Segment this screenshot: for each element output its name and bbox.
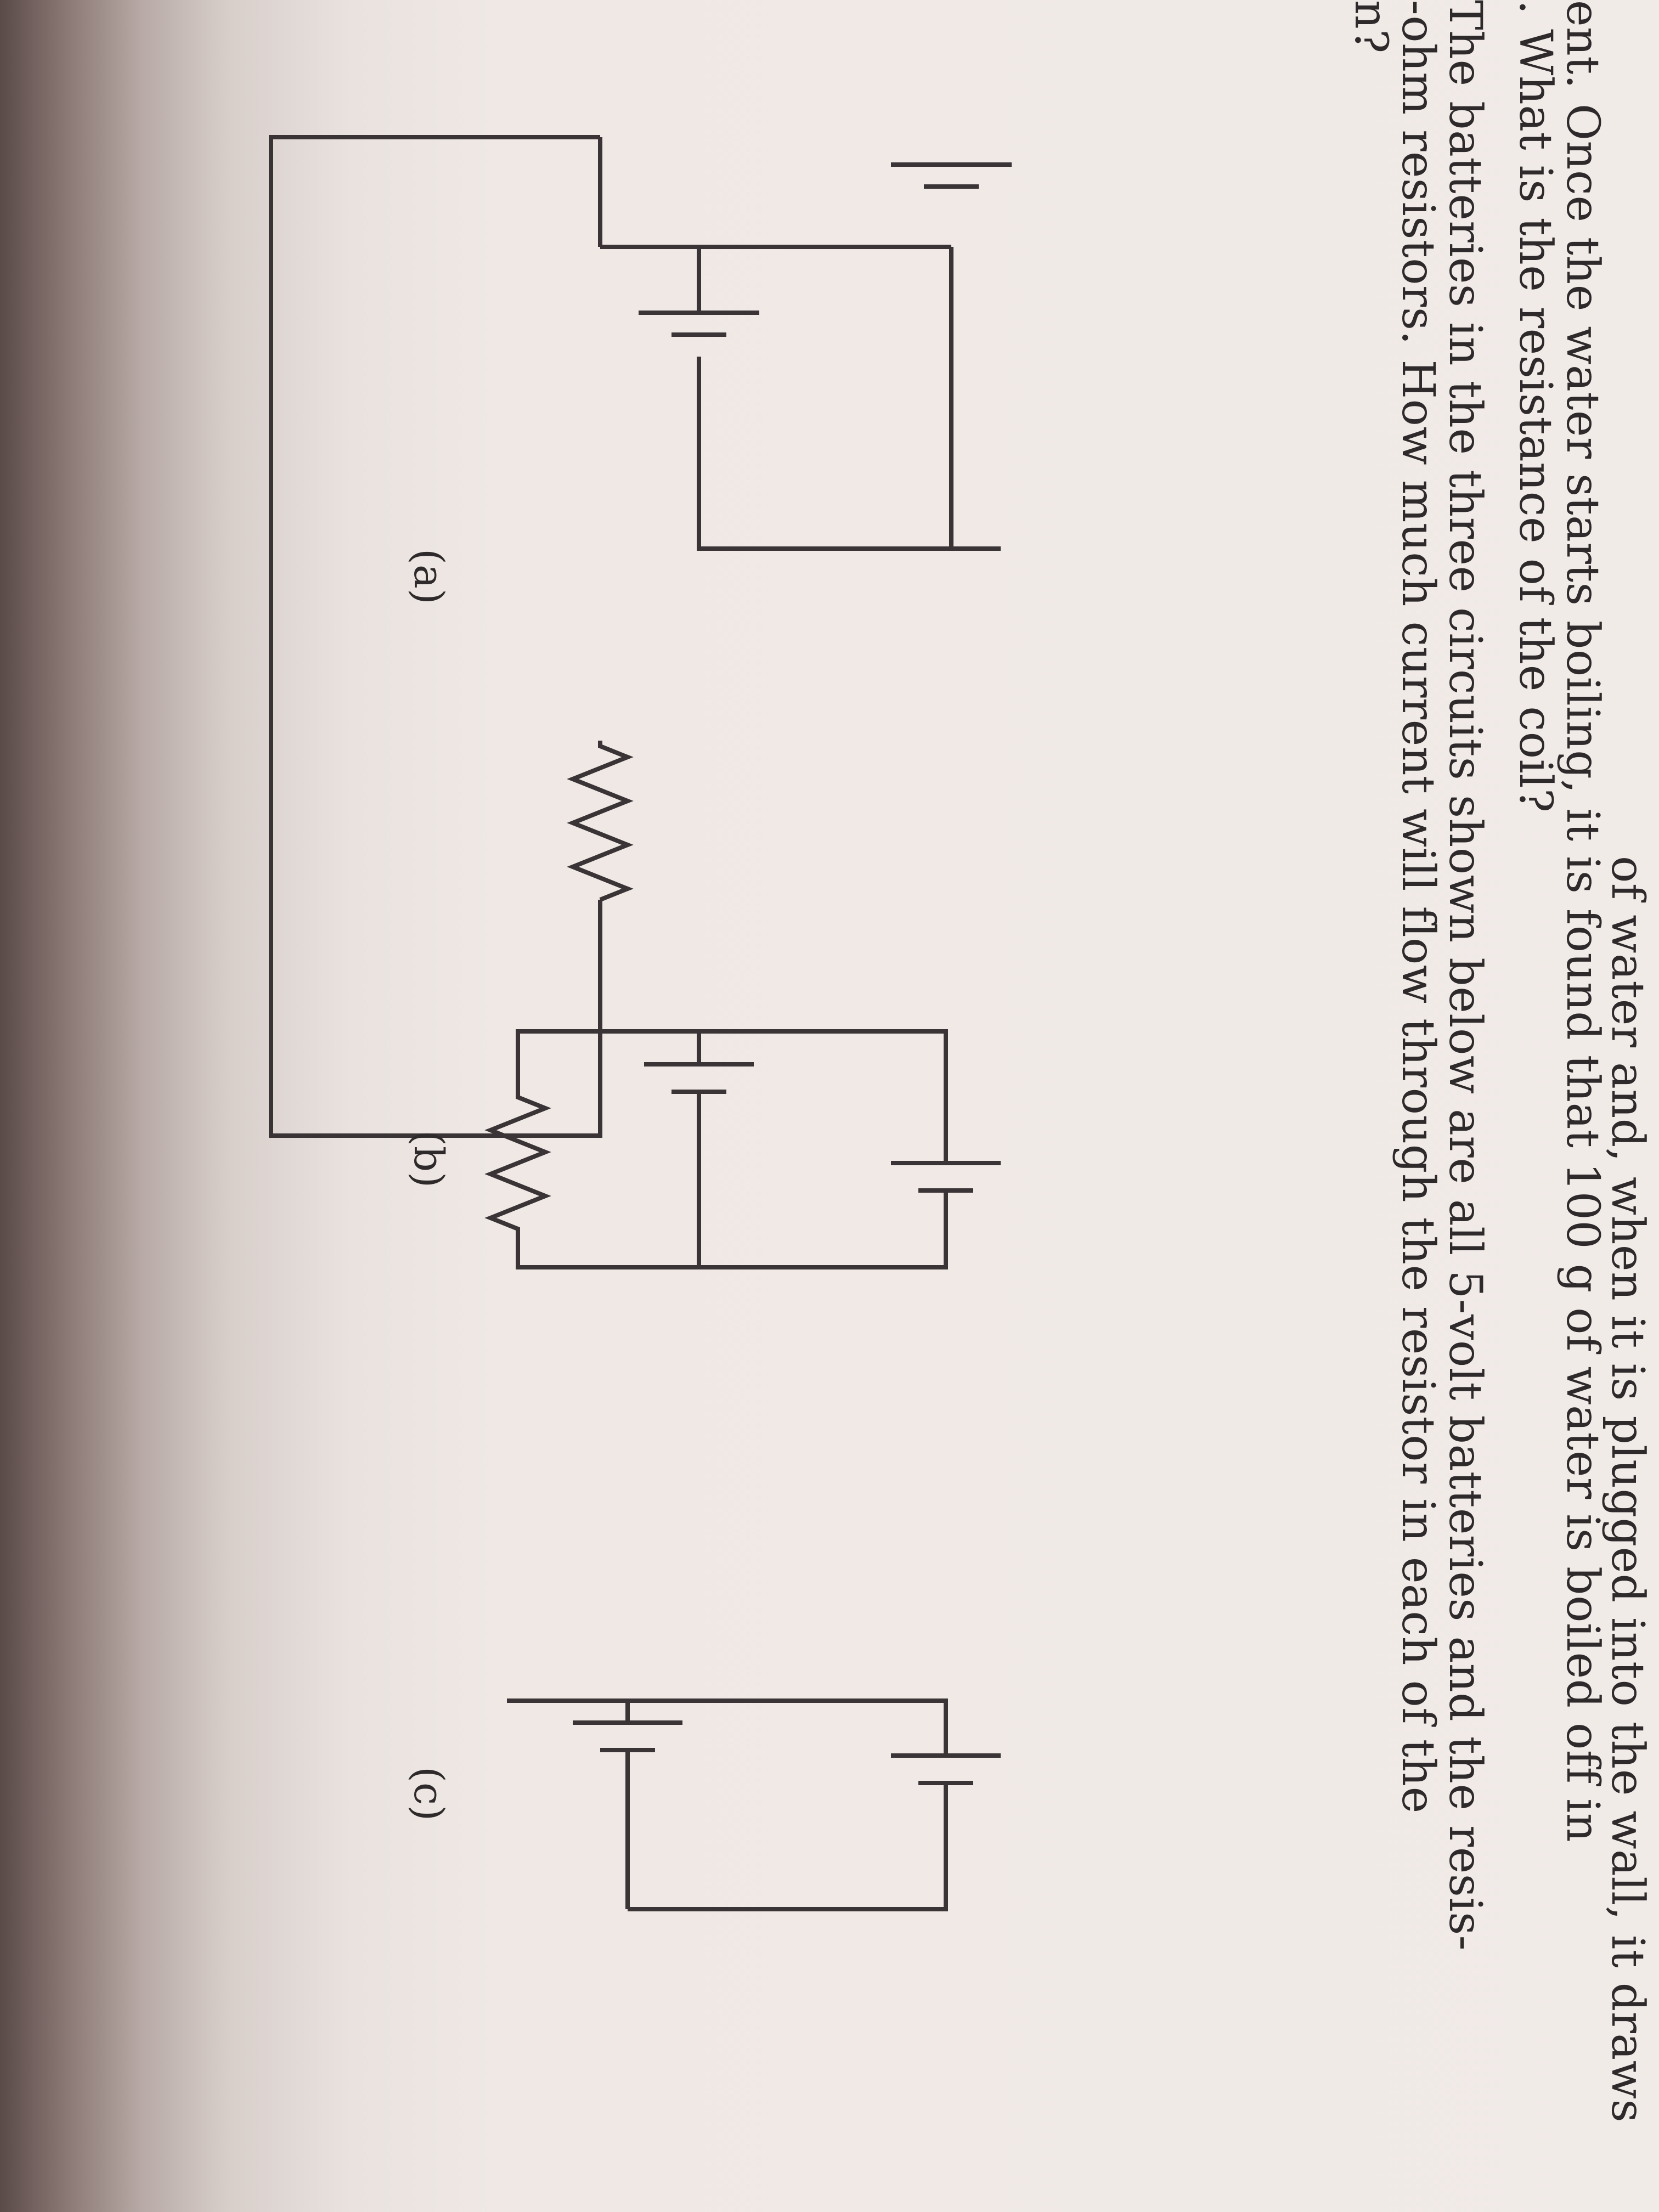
text-line-2: ent. Once the water starts boiling, it is found that 100 g of water is boiled off in — [1556, 0, 1609, 1843]
circuit-b — [490, 1031, 1001, 1267]
text-line-3: . What is the resistance of the coil? — [1509, 0, 1561, 813]
text-line-4: The batteries in the three circuits shown below are all 5-volt batteries and the resis- — [1439, 0, 1491, 1951]
circuit-b-resistor-icon — [490, 1031, 699, 1267]
label-c: (c) — [405, 1767, 452, 1821]
circuit-a-resistor-icon — [573, 741, 628, 900]
label-b: (b) — [405, 1130, 452, 1188]
circuit-a-branch-frame — [600, 247, 1001, 549]
circuit-a — [271, 137, 1012, 1136]
label-a: (a) — [405, 549, 452, 605]
circuit-c-wire — [628, 1701, 946, 1909]
text-line-5: -ohm resistors. How much current will flow through the resistor in each of the — [1392, 0, 1444, 1814]
circuit-b-wire — [600, 1031, 946, 1267]
circuit-a-wire — [271, 137, 600, 1136]
text-line-1: of water and, when it is plugged into the wall, it draws — [1601, 856, 1654, 2123]
circuit-c — [507, 1701, 1001, 1909]
text-line-6: n? — [1345, 0, 1397, 54]
